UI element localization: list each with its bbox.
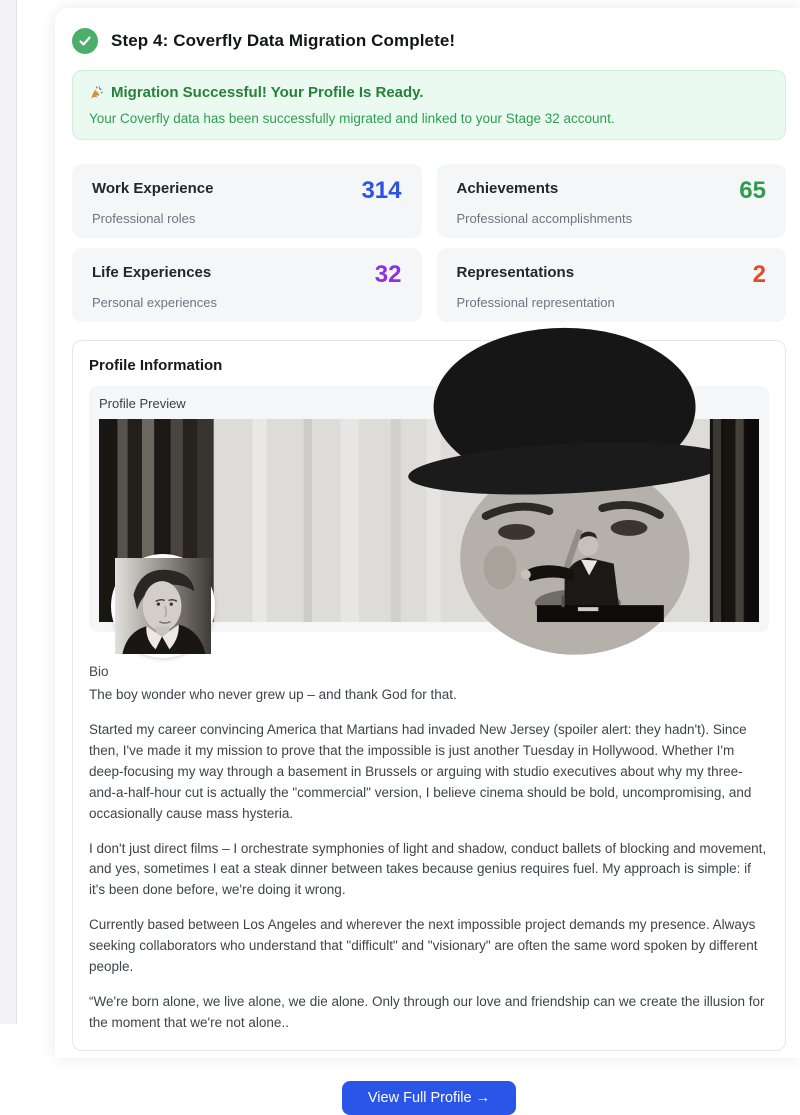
main-card: [55, 8, 800, 1106]
stat-sublabel: Professional representation: [456, 295, 615, 310]
stat-label: Achievements: [456, 180, 559, 197]
stat-label: Life Experiences: [92, 264, 212, 281]
profile-information-card: [72, 340, 786, 1051]
migration-success-banner: [72, 70, 786, 140]
stat-card-achievements: [437, 164, 787, 238]
stat-card-representations: [437, 248, 787, 322]
stat-card-work-experience: [72, 164, 422, 238]
step-header: [72, 28, 786, 54]
bio-paragraph: “We're born alone, we live alone, we die alone. Only through our love and friendship can we create the illusion for the moment that we're not alone..: [89, 994, 765, 1030]
stat-sublabel: Personal experiences: [92, 295, 218, 310]
profile-avatar: [111, 554, 215, 658]
check-circle-icon: [72, 28, 98, 54]
stat-value: 32: [374, 261, 402, 288]
banner-subtitle: Your Coverfly data has been successfully migrated and linked to your Stage 32 account.: [89, 111, 615, 126]
left-rail: [0, 0, 17, 1024]
stats-grid: [72, 164, 786, 322]
stat-label: Work Experience: [92, 180, 214, 197]
banner-title: Migration Successful! Your Profile Is Ready.: [111, 84, 424, 101]
stat-sublabel: Professional roles: [92, 211, 196, 226]
bio-paragraph: The boy wonder who never grew up – and thank God for that.: [89, 687, 457, 702]
page-title: Step 4: Coverfly Data Migration Complete!: [111, 31, 456, 50]
view-full-profile-button[interactable]: View Full Profile →: [342, 1081, 516, 1115]
stat-label: Representations: [456, 264, 575, 281]
footer-actions: [72, 1081, 786, 1115]
profile-preview-label: Profile Preview: [99, 396, 186, 411]
stat-card-life-experiences: [72, 248, 422, 322]
bio-paragraph: Started my career convincing America that Martians had invaded New Jersey (spoiler alert: they hadn't). Since then, I've made it my mission to prove that the impossible is just another Tuesday in Hollywood. Whether I'm deep-focusing my way through a basement in Brussels or arguing with studio executives about why my three-and-a-half-hour cut is actually the "commercial" version, I believe cinema should be bold, uncompromising, and occasionally cause mass hysteria.: [89, 721, 752, 821]
party-popper-icon: [89, 85, 104, 100]
bio-label: Bio: [89, 664, 109, 679]
stat-value: 65: [739, 177, 766, 204]
stat-value: 314: [361, 177, 402, 204]
bio-text: [89, 685, 769, 1034]
profile-preview: [89, 386, 769, 632]
stat-sublabel: Professional accomplishments: [456, 211, 633, 226]
bio-paragraph: I don't just direct films – I orchestrate symphonies of light and shadow, conduct ballets of blocking and movement, and yes, sometimes I eat a steak dinner between takes because genius requires fuel. My approach is simple: if it's been done before, we're doing it wrong.: [89, 840, 767, 898]
profile-section-title: Profile Information: [89, 357, 223, 374]
stat-value: 2: [752, 261, 766, 288]
bio-paragraph: Currently based between Los Angeles and wherever the next impossible project demands my presence. Always seeking collaborators who understand that "difficult" and "visionary" are often the same word spoken by different people.: [89, 917, 758, 975]
